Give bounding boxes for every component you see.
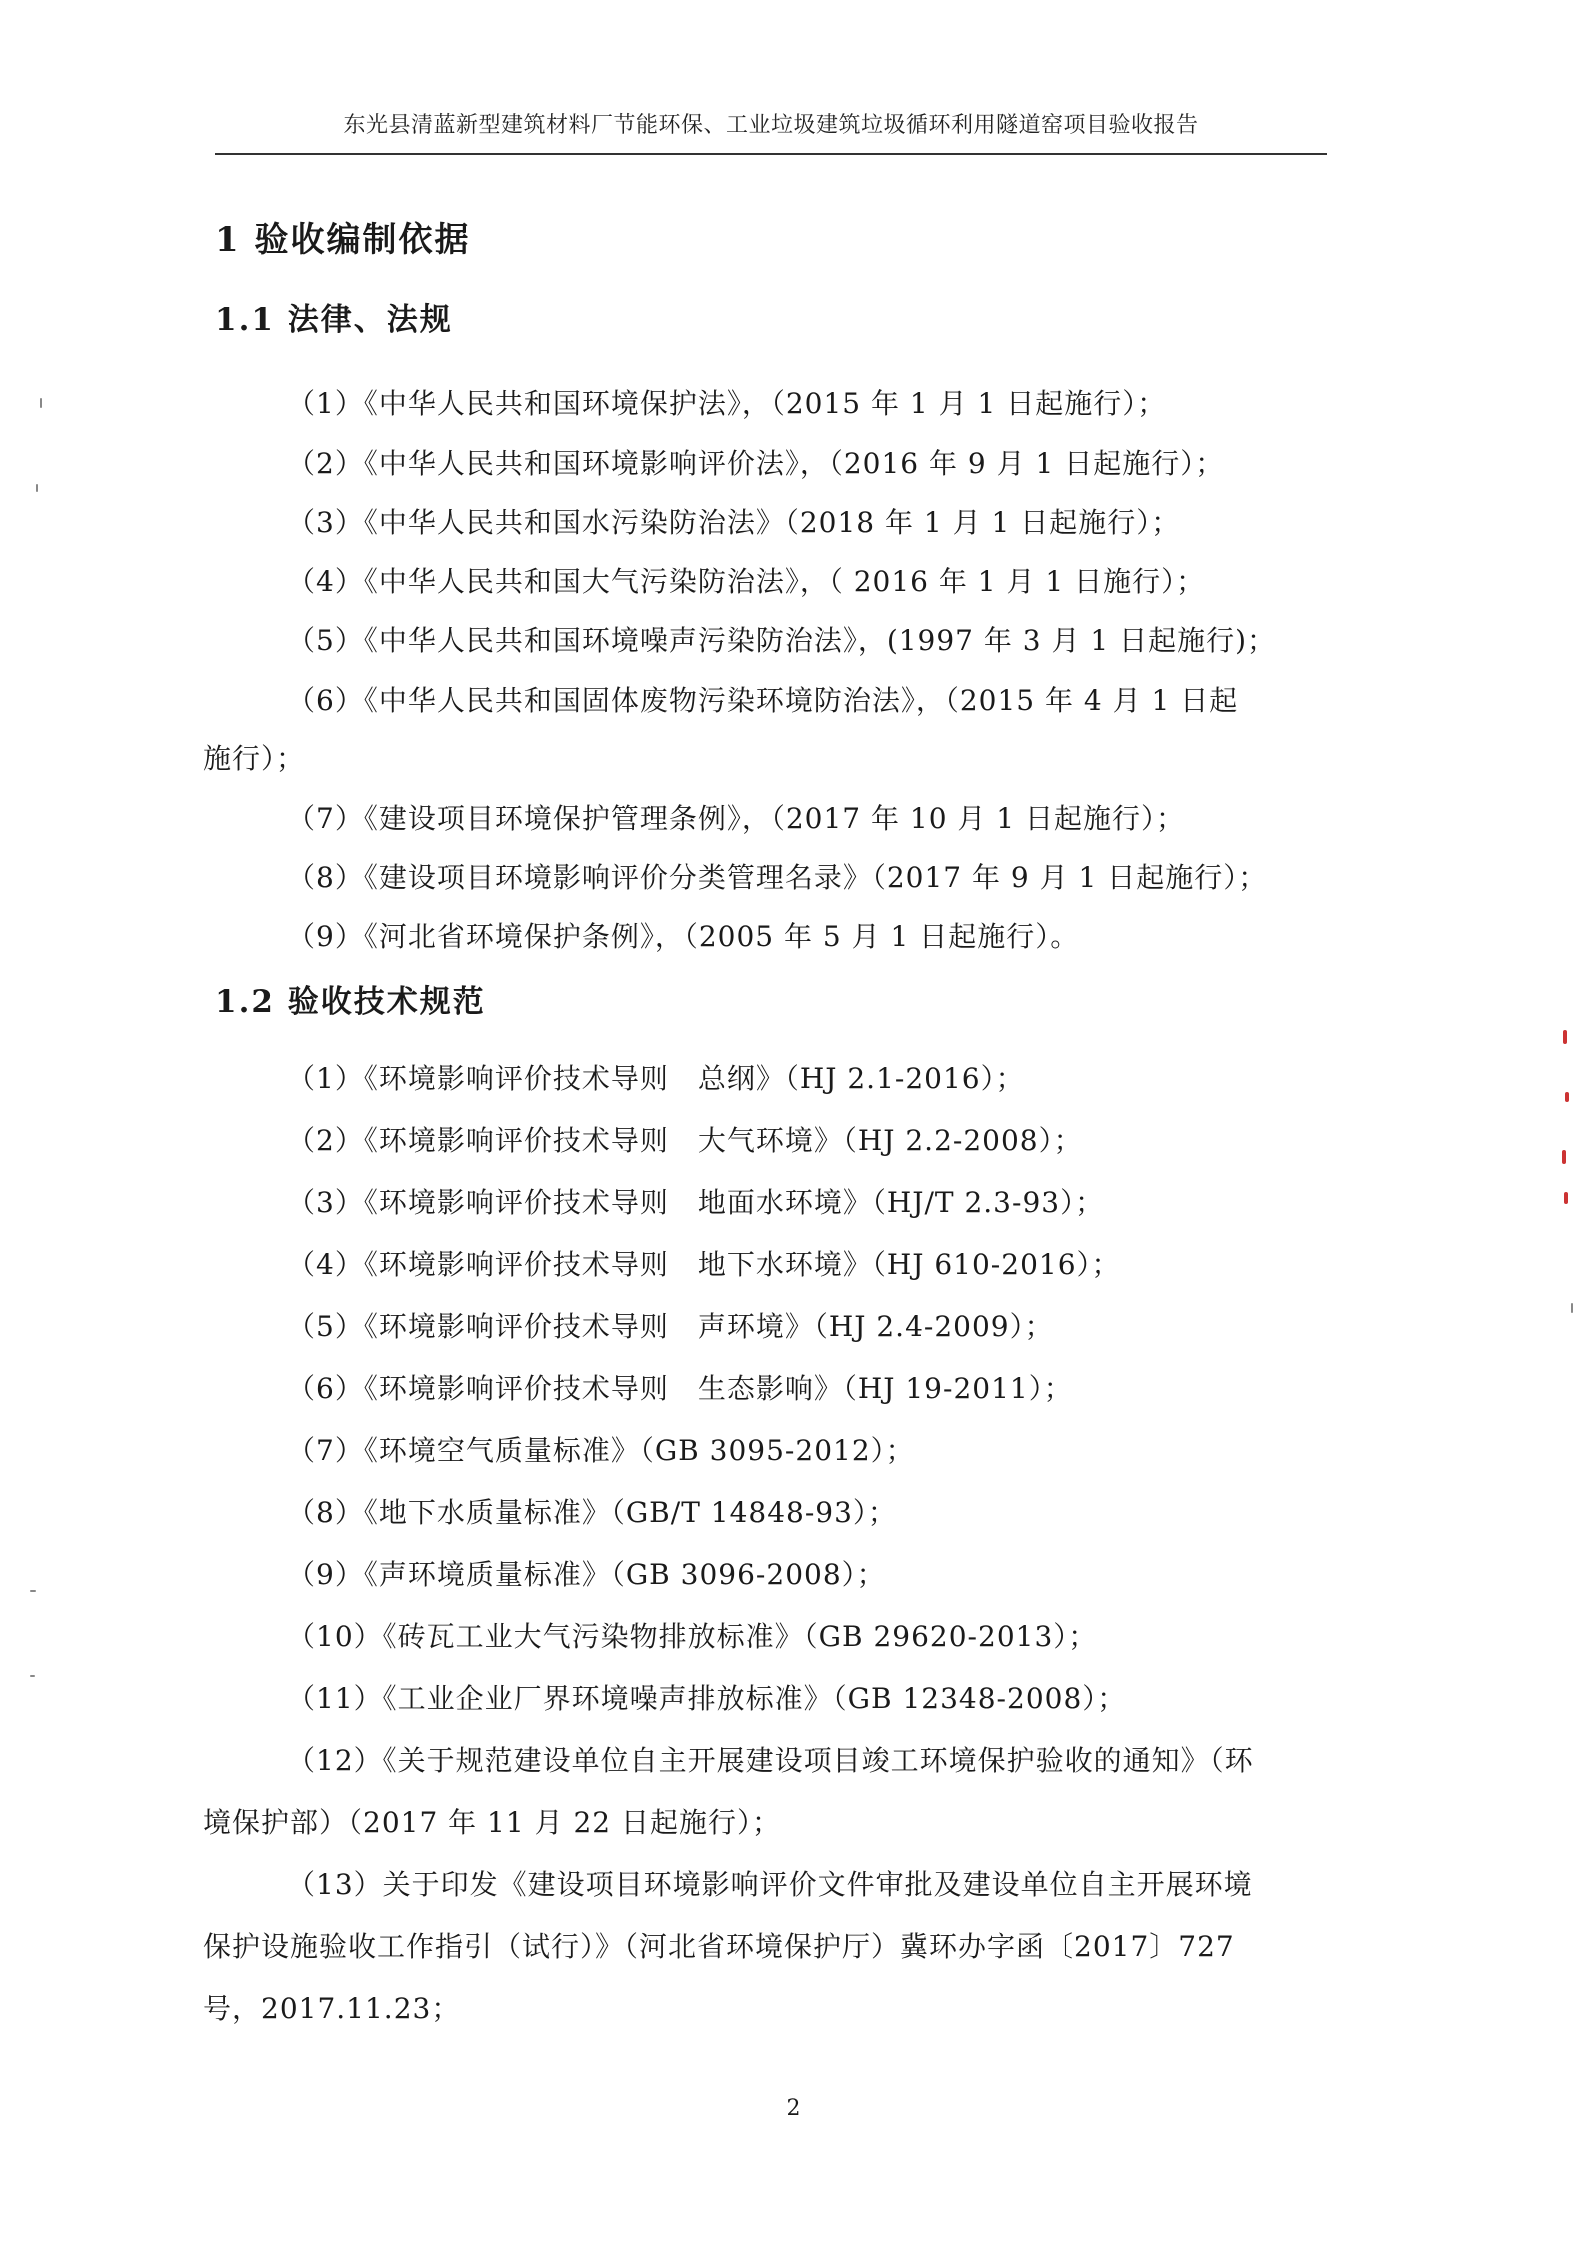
spec-item-13-continued-2: 号，2017.11.23；: [203, 1992, 461, 2025]
section-1-1-heading: 1.1 法律、法规: [215, 302, 453, 338]
spec-item-1: （1）《环境影响评价技术导则 总纲》（HJ 2.1-2016）；: [287, 1062, 1025, 1095]
spec-item-6: （6）《环境影响评价技术导则 生态影响》（HJ 19-2011）；: [287, 1372, 1073, 1405]
scan-speck: [36, 484, 38, 492]
section-1-heading: 1 验收编制依据: [215, 220, 471, 260]
law-item-6: （6）《中华人民共和国固体废物污染环境防治法》，（2015 年 4 月 1 日起: [287, 684, 1239, 717]
margin-mark: [1565, 1092, 1569, 1102]
spec-item-13-continued: 保护设施验收工作指引（试行）》（河北省环境保护厅）冀环办字函〔2017〕727: [203, 1930, 1235, 1963]
report-header-title: 东光县清蓝新型建筑材料厂节能环保、工业垃圾建筑垃圾循环利用隧道窑项目验收报告: [343, 113, 1199, 138]
scan-speck: [40, 398, 42, 408]
spec-item-12-continued: 境保护部）（2017 年 11 月 22 日起施行）；: [203, 1806, 782, 1839]
spec-item-13: （13）关于印发《建设项目环境影响评价文件审批及建设单位自主开展环境: [287, 1868, 1253, 1901]
scan-speck: [30, 1675, 35, 1677]
spec-item-8: （8）《地下水质量标准》（GB/T 14848-93）；: [287, 1496, 897, 1529]
law-item-5: （5）《中华人民共和国环境噪声污染防治法》，(1997 年 3 月 1 日起施行)；: [287, 624, 1277, 657]
spec-item-4: （4）《环境影响评价技术导则 地下水环境》（HJ 610-2016）；: [287, 1248, 1121, 1281]
law-item-4: （4）《中华人民共和国大气污染防治法》，（ 2016 年 1 月 1 日施行）；: [287, 565, 1206, 598]
spec-item-9: （9）《声环境质量标准》（GB 3096-2008）；: [287, 1558, 886, 1591]
law-item-7: （7）《建设项目环境保护管理条例》，（2017 年 10 月 1 日起施行）；: [287, 802, 1186, 835]
margin-mark: [1564, 1192, 1568, 1204]
spec-item-10: （10）《砖瓦工业大气污染物排放标准》（GB 29620-2013）；: [287, 1620, 1098, 1653]
spec-item-11: （11）《工业企业厂界环境噪声排放标准》（GB 12348-2008）；: [287, 1682, 1127, 1715]
spec-item-2: （2）《环境影响评价技术导则 大气环境》（HJ 2.2-2008）；: [287, 1124, 1083, 1157]
spec-item-12: （12）《关于规范建设单位自主开展建设项目竣工环境保护验收的通知》（环: [287, 1744, 1254, 1777]
law-item-8: （8）《建设项目环境影响评价分类管理名录》（2017 年 9 月 1 日起施行）；: [287, 861, 1268, 894]
scan-speck: [1571, 1303, 1573, 1313]
scan-speck: [30, 1590, 36, 1592]
spec-item-5: （5）《环境影响评价技术导则 声环境》（HJ 2.4-2009）；: [287, 1310, 1054, 1343]
section-1-2-heading: 1.2 验收技术规范: [215, 984, 486, 1020]
spec-item-3: （3）《环境影响评价技术导则 地面水环境》（HJ/T 2.3-93）；: [287, 1186, 1105, 1219]
law-item-1: （1）《中华人民共和国环境保护法》，（2015 年 1 月 1 日起施行）；: [287, 387, 1167, 420]
law-item-3: （3）《中华人民共和国水污染防治法》（2018 年 1 月 1 日起施行）；: [287, 506, 1181, 539]
law-item-9: （9）《河北省环境保护条例》，（2005 年 5 月 1 日起施行）。: [287, 920, 1080, 953]
page-number: 2: [786, 2096, 801, 2121]
spec-item-7: （7）《环境空气质量标准》（GB 3095-2012）；: [287, 1434, 915, 1467]
margin-mark: [1563, 1030, 1567, 1044]
margin-mark: [1562, 1150, 1566, 1164]
law-item-6-continued: 施行）；: [203, 742, 306, 775]
law-item-2: （2）《中华人民共和国环境影响评价法》，（2016 年 9 月 1 日起施行）；: [287, 447, 1225, 480]
header-divider: [215, 153, 1327, 155]
